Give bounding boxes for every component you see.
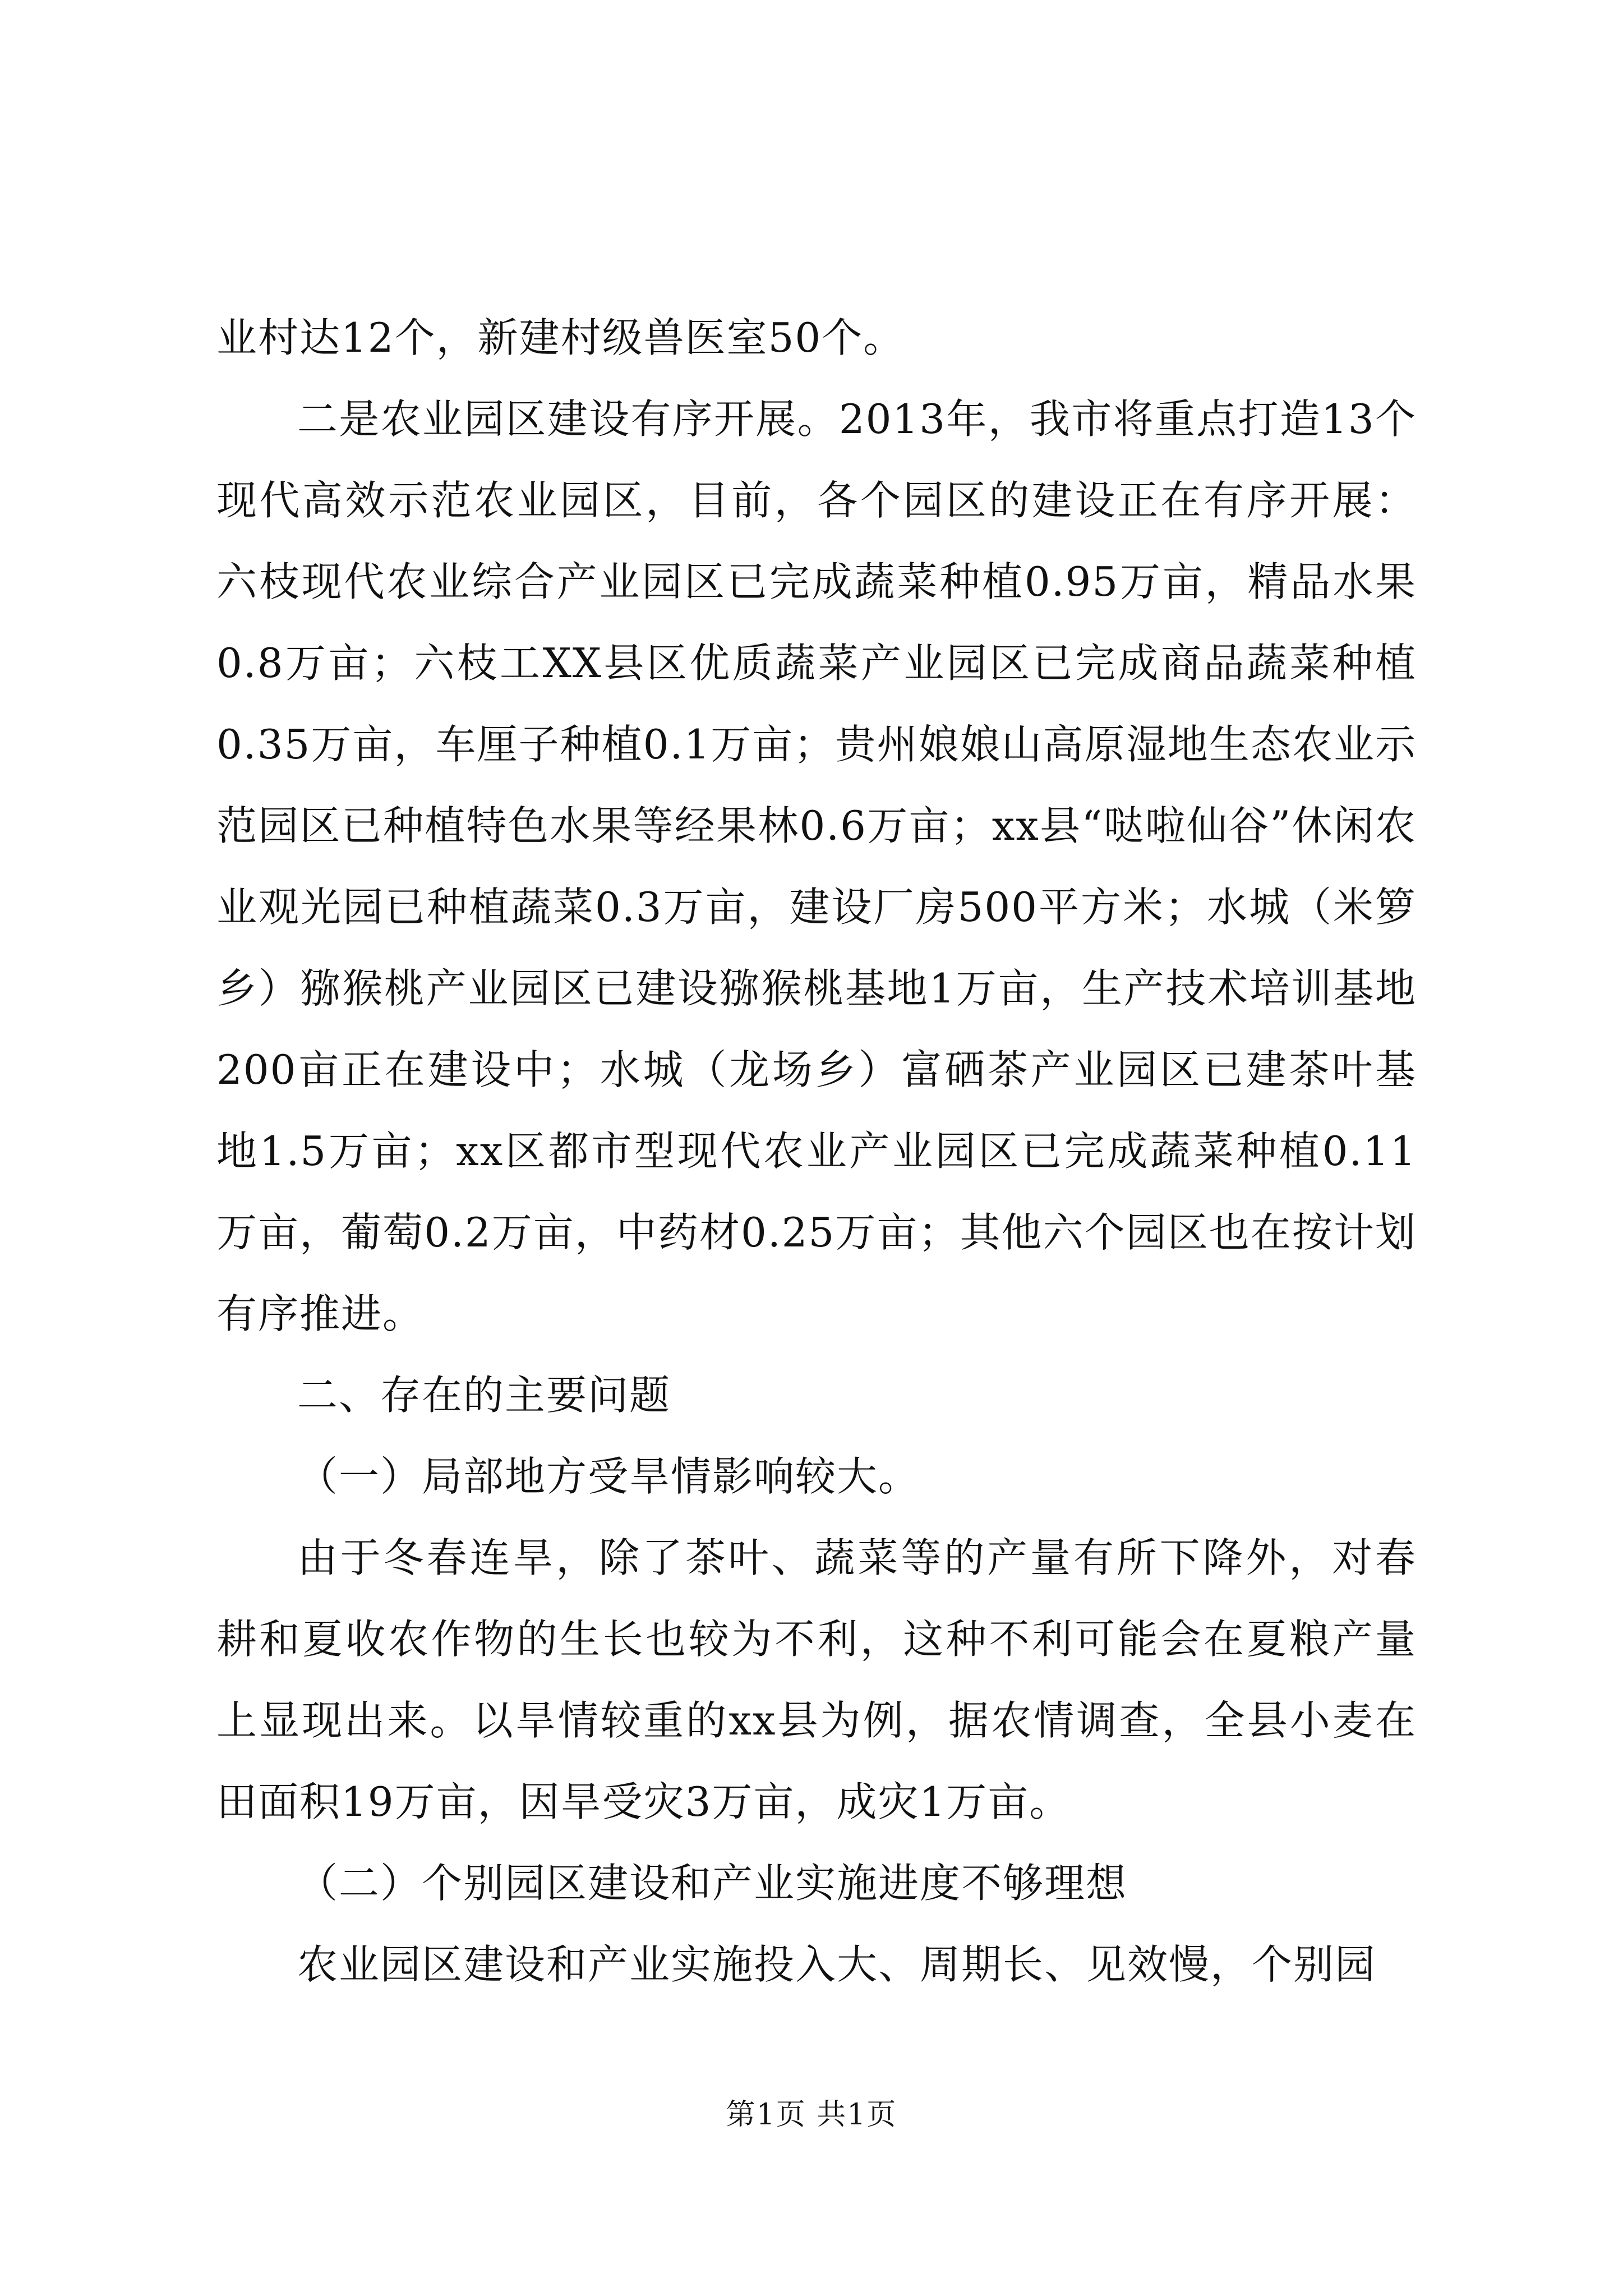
paragraph-park-investment: 农业园区建设和产业实施投入大、周期长、见效慢，个别园 xyxy=(297,1941,1377,1988)
section-heading-main-problems: 二、存在的主要问题 xyxy=(297,1372,671,1419)
paragraph-drought-details: 由于冬春连旱，除了茶叶、蔬菜等的产量有所下降外，对春耕和夏收农作物的生长也较为不利，这种不利可能会在夏粮产量上显现出来。以旱情较重的xx县为例，据农情调查，全县小麦在田面积19万亩，因旱受灾3万亩，成灾1万亩。 xyxy=(216,1534,1417,1825)
subheading-drought-impact: （一）局部地方受旱情影响较大。 xyxy=(297,1453,920,1500)
page-footer: 第1页 共1页 xyxy=(726,2098,897,2132)
paragraph-continuation: 业村达12个，新建村级兽医室50个。 xyxy=(216,314,905,361)
subheading-park-progress: （二）个别园区建设和产业实施进度不够理想 xyxy=(297,1860,1128,1907)
document-body xyxy=(216,297,1417,2005)
paragraph-park-construction: 二是农业园区建设有序开展。2013年，我市将重点打造13个现代高效示范农业园区，目前，各个园区的建设正在有序开展：六枝现代农业综合产业园区已完成蔬菜种植0.95万亩，精品水果0.8万亩；六枝工XX县区优质蔬菜产业园区已完成商品蔬菜种植0.35万亩，车厘子种植0.1万亩；贵州娘娘山高原湿地生态农业示范园区已种植特色水果等经果林0.6万亩；xx县“哒啦仙谷”休闲农业观光园已种植蔬菜0.3万亩，建设厂房500平方米；水城（米箩乡）猕猴桃产业园区已建设猕猴桃基地1万亩，生产技术培训基地200亩正在建设中；水城（龙场乡）富硒茶产业园区已建茶叶基地1.5万亩；xx区都市型现代农业产业园区已完成蔬菜种植0.11万亩，葡萄0.2万亩，中药材0.25万亩；其他六个园区也在按计划有序推进。 xyxy=(216,395,1417,1337)
